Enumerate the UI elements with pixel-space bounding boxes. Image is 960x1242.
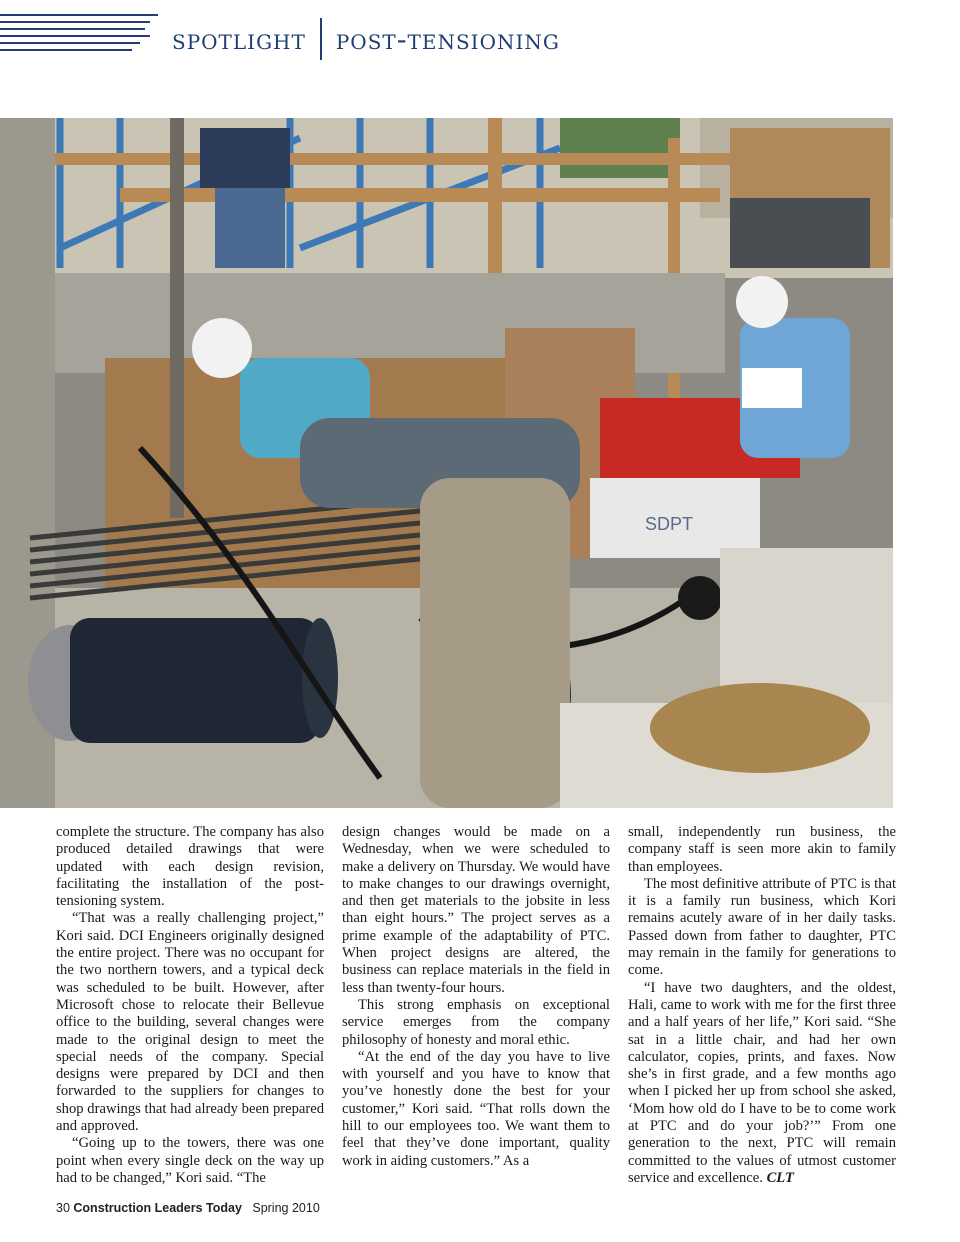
- header-divider: [320, 18, 322, 60]
- paragraph-text: “I have two daughters, and the oldest, Hali, came to work with me for the first three and a half years of her life,” Kori said. “She sat in a little chair, and had her own calculator, copies, prints, and faxes. Now she’s in first grade, and a few months ago when I picked her up from school she asked, ‘Mom how old do I have to be to come work at PTC and do your job?’” From one generation to the next, PTC will remain committed to the values of utmost customer service and excellence.: [628, 979, 896, 1186]
- section-label: spotlight: [172, 22, 306, 56]
- paragraph: complete the structure. The company has also produced detailed drawings that were updated with each design revision, facilitating the installation of the post-tensioning system.: [56, 824, 324, 910]
- text-column-2: [342, 824, 610, 1170]
- publication-name: Construction Leaders Today: [73, 1201, 242, 1215]
- text-column-3: [628, 824, 896, 1187]
- section-header: [172, 18, 560, 60]
- last-paragraph: [628, 980, 896, 1188]
- page-number: 30: [56, 1201, 70, 1215]
- signoff-mark: CLT: [766, 1169, 794, 1186]
- page-footer: [56, 1201, 320, 1215]
- paragraph: The most definitive attribute of PTC is that it is a family run business, which Kori remains acutely aware of in her daily tasks. Passed down from father to daughter, PTC may remain in the family for generations to come.: [628, 875, 896, 979]
- paragraph: small, independently run business, the company staff is seen more akin to family than employees.: [628, 824, 896, 875]
- paragraph: This strong emphasis on exceptional service emerges from the company philosophy of honesty and moral ethic.: [342, 996, 610, 1048]
- issue-date: Spring 2010: [252, 1201, 320, 1215]
- article-body: [56, 824, 896, 1194]
- paragraph: design changes would be made on a Wednesday, when we were scheduled to make a delivery on Thursday. We would have to make changes to our drawings overnight, and then get materials to the jobsite in less than eight hours.” The project serves as a prime example of the adaptability of PTC. When project designs are altered, the business can replace materials in the field in less than twenty-four hours.: [342, 824, 610, 996]
- paragraph: “Going up to the towers, there was one point when every single deck on the way up had to be changed,” Kori said. “The: [56, 1135, 324, 1186]
- feature-photo: [0, 118, 893, 808]
- text-column-1: [56, 824, 324, 1187]
- topic-label: post-tensioning: [335, 22, 560, 56]
- header-rule-lines: [0, 14, 158, 56]
- equipment-label: SDPT: [645, 514, 694, 534]
- paragraph: “That was a really challenging project,” Kori said. DCI Engineers originally designed the entire project. There was no occupant for the two northern towers, and a typical deck was scheduled to be built. However, after Microsoft chose to relocate their Bellevue office to the building, several changes were made to the original design to meet the special needs of the company. Special designs were prepared by DCI and then forwarded to the suppliers for changes to shop drawings that had already been prepared and approved.: [56, 910, 324, 1135]
- paragraph: “At the end of the day you have to live with yourself and you have to know that you’ve honestly done the best for your customer,” Kori said. “That rolls down the hill to our employees too. We want them to feel that they’ve done important, quality work in aiding customers.” As a: [342, 1048, 610, 1169]
